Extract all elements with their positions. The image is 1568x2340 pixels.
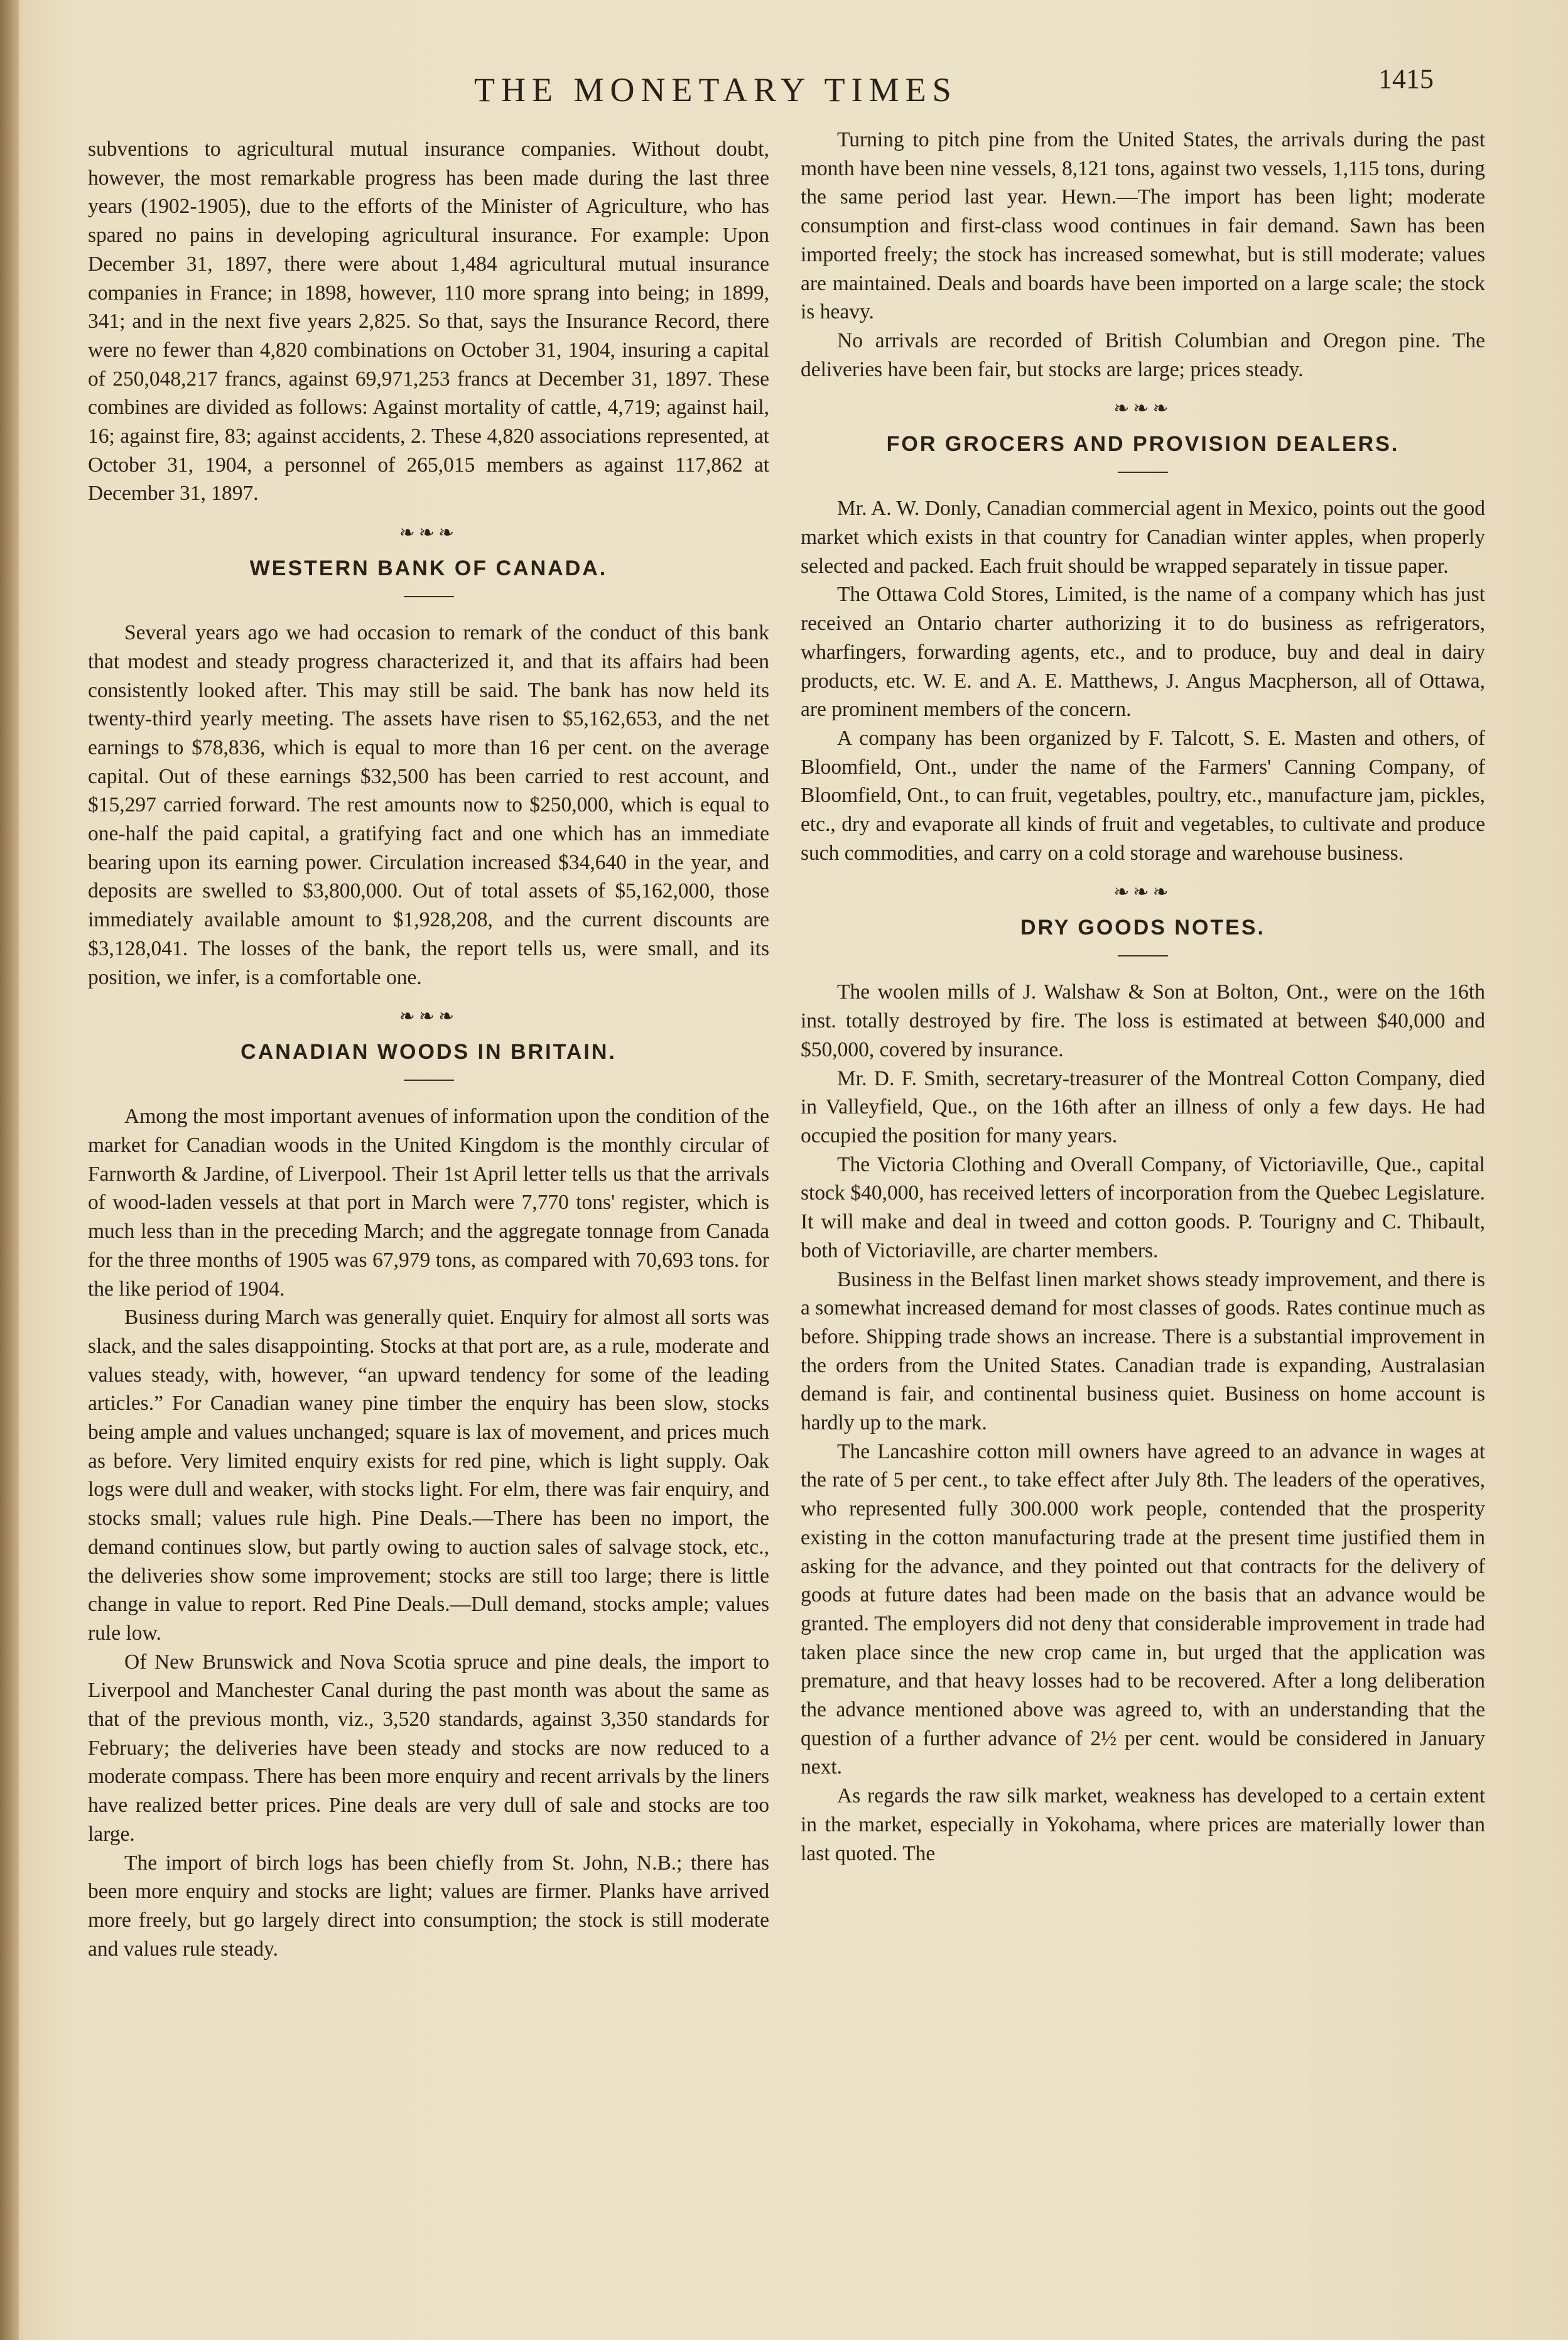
article-paragraph: A company has been organized by F. Talcott, S. E. Masten and others, of Bloomfield, Ont., under the name of the Farmers' Canning Company, of Bloomfield, Ont., to can fruit, vegetables, poultry, etc., manufacture jam, pickles, etc., dry and evaporate all kinds of fruit and vegetables, to cultivate and produce such commodities, and carry on a cold storage and warehouse business. xyxy=(801,726,1485,865)
article-paragraph: As regards the raw silk market, weakness has developed to a certain extent in the market, especially in Yokohama, where prices are materially lower than last quoted. The xyxy=(801,1784,1485,1865)
page-spine-shadow xyxy=(0,0,19,2340)
article-paragraph: Several years ago we had occasion to remark of the conduct of this bank that modest and steady progress characterized it, and that its affairs had been consistently looked after. This may still be said. The bank has now held its twenty-third yearly meeting. The assets have risen to $5,162,653, and the net earnings to $78,836, which is equal to more than 16 per cent. on the average capital. Out of these earnings $32,500 has been carried to rest account, and $15,297 carried forward. The rest amounts now to $250,000, which is equal to one-half the paid capital, a gratifying fact and one which has an immediate bearing upon its earning power. Circulation increased $34,640 in the year, and deposits are swelled to $3,800,000. Out of total assets of $5,162,000, those immediately available amount to $1,928,208, and the current discounts are $3,128,041. The losses of the bank, the report tells us, were small, and its position, we infer, is a comfortable one. xyxy=(88,621,769,989)
left-column xyxy=(88,135,769,1963)
section-ornament: ❧❧❧ xyxy=(399,1006,458,1027)
article-paragraph: Of New Brunswick and Nova Scotia spruce and pine deals, the import to Liverpool and Manchester Canal during the past month was about the same as that of the previous month, viz., 3,520 standards, against 3,350 standards for February; the deliveries have been steady and stocks are now reduced to a moderate compass. There has been more enquiry and recent arrivals by the liners have realized better prices. Pine deals are very dull of sale and stocks are too large. xyxy=(88,1650,769,1846)
article-heading: DRY GOODS NOTES. xyxy=(1020,916,1265,940)
heading-rule xyxy=(1118,955,1168,956)
heading-rule xyxy=(1118,472,1168,473)
canadian-woods-article xyxy=(88,1040,769,1963)
article-paragraph: The Lancashire cotton mill owners have agreed to an advance in wages at the rate of 5 per cent., to take effect after July 8th. The leaders of the operatives, who represented fully 300.000 work people, contended that the prosperity existing in the cotton manufacturing trade at the present time justified them in asking for the advance, and they pointed out that contracts for the delivery of goods at future dates had been made on the basis that an advance would be granted. The employers did not deny that considerable improvement in trade had taken place since the new crop came in, but urged that the application was premature, and that heavy losses had to be recovered. After a long deliberation the advance mentioned above was agreed to, with an understanding that the question of a further advance of 2½ per cent. would be considered in January next. xyxy=(801,1439,1485,1779)
page-number: 1415 xyxy=(1378,63,1434,94)
article-paragraph: Business in the Belfast linen market shows steady improvement, and there is a somewhat increased demand for most classes of goods. Rates continue much as before. Shipping trade shows an increase. There is a substantial improvement in the orders from the United States. Canadian trade is expanding, Australasian demand is fair, and continental business quiet. Business on home account is hardly up to the mark. xyxy=(801,1267,1485,1435)
article-heading: CANADIAN WOODS IN BRITAIN. xyxy=(241,1040,617,1064)
article-paragraph: The Ottawa Cold Stores, Limited, is the name of a company which has just received an Ontario charter authorizing it to do business as refrigerators, wharfingers, forwarding agents, etc., and to produce, buy and deal in dairy products, etc. W. E. and A. E. Matthews, J. Angus Macpherson, all of Ottawa, are prominent members of the concern. xyxy=(801,583,1485,722)
article-heading: WESTERN BANK OF CANADA. xyxy=(249,556,608,581)
insurance-continued-paragraph: subventions to agricultural mutual insurance companies. Without doubt, however, the most remarkable progress has been made during the last three years (1902-1905), due to the efforts of the Minister of Agriculture, who has spared no pains in developing agricultural insurance. For example: Upon December 31, 1897, there were about 1,484 agricultural mutual insurance companies in France; in 1898, however, 110 more sprang into being; in 1899, 341; and in the next five years 2,825. So that, says the Insurance Record, there were no fewer than 4,820 combinations on October 31, 1904, insuring a capital of 250,048,217 francs, against 69,971,253 francs at December 31, 1897. These combines are divided as follows: Against mortality of cattle, 4,719; against hail, 16; against fire, 83; against accidents, 2. These 4,820 associations represented, at October 31, 1904, a personnel of 265,015 members as against 117,862 at December 31, 1897. xyxy=(88,138,769,506)
heading-rule xyxy=(404,596,454,597)
article-paragraph: Mr. A. W. Donly, Canadian commercial agent in Mexico, points out the good market which exists in that country for Canadian winter apples, when properly selected and packed. Each fruit should be wrapped separately in tissue paper. xyxy=(801,497,1485,578)
article-paragraph: The Victoria Clothing and Overall Company, of Victoriaville, Que., capital stock $40,000, has received letters of incorporation from the Quebec Legislature. It will make and deal in tweed and cotton goods. P. Tourigny and C. Thibault, both of Victoriaville, are charter members. xyxy=(801,1152,1485,1262)
grocers-article xyxy=(801,432,1485,867)
dry-goods-article xyxy=(801,916,1485,1868)
section-ornament: ❧❧❧ xyxy=(1113,398,1172,420)
article-paragraph: The woolen mills of J. Walshaw & Son at Bolton, Ont., were on the 16th inst. totally destroyed by fire. The loss is estimated at between $40,000 and $50,000, covered by insurance. xyxy=(801,980,1485,1061)
british-columbian-paragraph: No arrivals are recorded of British Columbian and Oregon pine. The deliveries have been fair, but stocks are large; prices steady. xyxy=(801,328,1485,381)
article-heading: FOR GROCERS AND PROVISION DEALERS. xyxy=(886,432,1400,457)
pitch-pine-paragraph: Turning to pitch pine from the United States, the arrivals during the past month have been nine vessels, 8,121 tons, against two vessels, 1,115 tons, during the same period last year. Hewn.—The import has been light; moderate consumption and first-class wood continues in fair demand. Sawn has been imported freely; the stock has increased somewhat, but is still moderate; values are maintained. Deals and boards have been imported on a large scale; the stock is heavy. xyxy=(801,128,1485,324)
heading-rule xyxy=(404,1080,454,1081)
article-paragraph: Mr. D. F. Smith, secretary-treasurer of the Montreal Cotton Company, died in Valleyfield, Que., on the 16th after an illness of only a few days. He had occupied the position for many years. xyxy=(801,1066,1485,1147)
western-bank-article xyxy=(88,556,769,992)
masthead-title: THE MONETARY TIMES xyxy=(474,71,958,109)
page-header xyxy=(0,63,1568,119)
article-paragraph: Business during March was generally quiet. Enquiry for almost all sorts was slack, and the sales disappointing. Stocks at that port are, as a rule, moderate and values steady, with, however, “an upward tendency for some of the leading articles.” For Canadian waney pine timber the enquiry has been slow, stocks being ample and values unchanged; square is lax of movement, and prices much as before. Very limited enquiry exists for red pine, which is light supply. Oak logs were dull and weaker, with stocks light. For elm, there was fair enquiry, and stocks small; values rule high. Pine Deals.—There has been no import, the demand continues slow, but partly owing to auction sales of salvage stock, etc., the deliveries show some improvement; stocks are still too large; there is little change in value to report. Red Pine Deals.—Dull demand, stocks ample; values rule low. xyxy=(88,1306,769,1645)
section-ornament: ❧❧❧ xyxy=(399,523,458,544)
section-ornament: ❧❧❧ xyxy=(1113,882,1172,903)
article-paragraph: The import of birch logs has been chiefly from St. John, N.B.; there has been more enquiry and stocks are light; values are firmer. Planks have arrived more freely, but go largely direct into consumption; the stock is still moderate and values rule steady. xyxy=(88,1851,769,1961)
right-column xyxy=(801,126,1485,1868)
article-paragraph: Among the most important avenues of information upon the condition of the market for Canadian woods in the United Kingdom is the monthly circular of Farnworth & Jardine, of Liverpool. Their 1st April letter tells us that the arrivals of wood-laden vessels at that port in March were 7,770 tons' register, which is much less than in the preceding March; and the aggregate tonnage from Canada for the three months of 1905 was 67,979 tons, as compared with 70,693 tons. for the like period of 1904. xyxy=(88,1105,769,1301)
